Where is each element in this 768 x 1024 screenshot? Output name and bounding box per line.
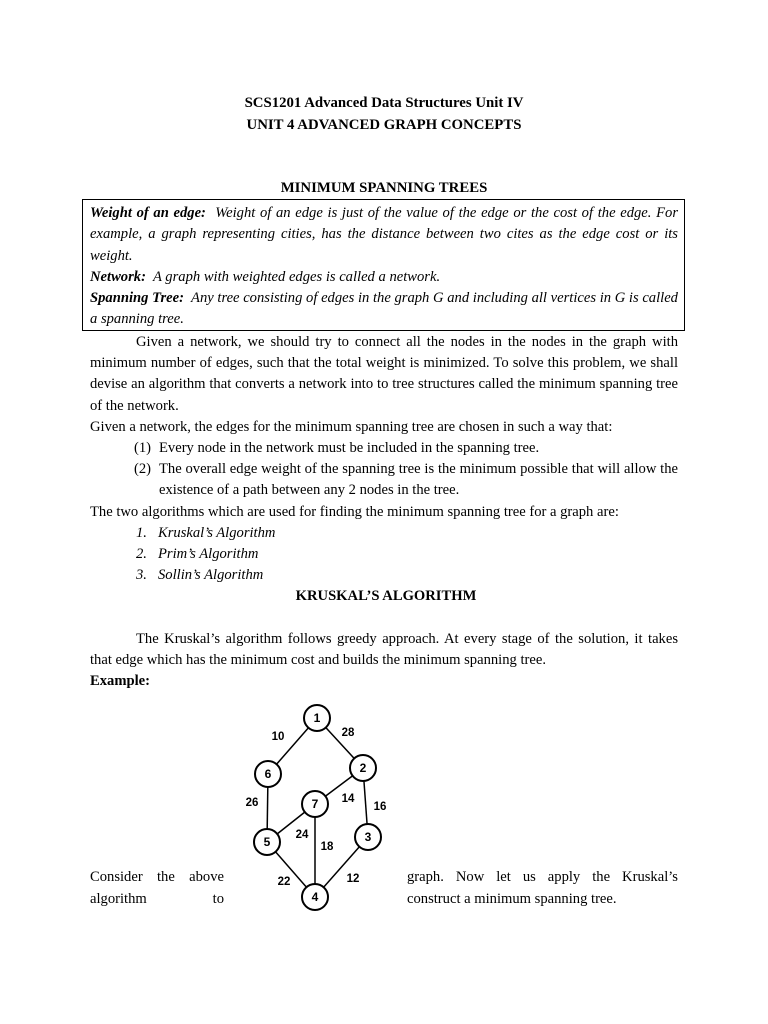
caption-line — [90, 867, 224, 889]
caption-word: to — [212, 890, 224, 907]
caption-word: let — [496, 869, 511, 885]
list-number: 3. — [136, 567, 147, 584]
definition-text: Weight of an edge is just of the value of the edge or the cost of the edge. For example, a graph representing cities, has the distance between two cites as the edge cost or its weight. — [90, 205, 678, 264]
list-item — [134, 438, 678, 459]
graph-node-1 — [304, 705, 330, 731]
list-item-text: The overall edge weight of the spanning tree is the minimum possible that will allow the existence of a path between any 2 nodes in the tree. — [159, 461, 678, 499]
graph-figure — [238, 700, 398, 912]
node-label: 2 — [359, 761, 367, 775]
edge-weight-label: 26 — [245, 797, 259, 809]
graph-node-5 — [254, 829, 280, 855]
unit-title: UNIT 4 ADVANCED GRAPH CONCEPTS — [246, 117, 522, 133]
edge-weight-label: 28 — [341, 727, 355, 739]
definition-text: Any tree consisting of edges in the graph G and including all vertices in G is called a spanning tree. — [90, 290, 678, 328]
caption-line — [407, 867, 678, 889]
list-item — [136, 544, 678, 565]
caption-word: graph. — [407, 869, 444, 885]
node-label: 5 — [263, 835, 271, 849]
caption-line — [90, 889, 224, 911]
definition-network — [90, 267, 678, 288]
list-item — [136, 523, 678, 544]
node-label: 6 — [264, 767, 272, 781]
list-item-text: Prim’s Algorithm — [158, 546, 259, 563]
definition-text: A graph with weighted edges is called a network. — [153, 268, 441, 285]
caption-word: algorithm — [90, 890, 147, 907]
graph-node-7 — [302, 791, 328, 817]
section-title: MINIMUM SPANNING TREES — [280, 180, 488, 196]
caption-word: apply — [547, 869, 581, 885]
conditions-list — [90, 438, 678, 502]
spacer — [90, 608, 678, 629]
list-number: (2) — [134, 461, 152, 478]
definitions-box — [82, 199, 685, 331]
caption-line: construct a minimum spanning tree. — [407, 890, 617, 907]
graph-node-3 — [355, 824, 381, 850]
edge-weight-label: 22 — [277, 876, 291, 888]
caption-right-fragment — [407, 867, 678, 910]
graph-diagram — [238, 700, 398, 912]
list-number: 1. — [136, 524, 147, 541]
node-label: 1 — [313, 711, 321, 725]
body-text — [90, 332, 678, 692]
paragraph: The Kruskal’s algorithm follows greedy approach. At every stage of the solution, it takes that edge which has the minimum cost and builds the minimum spanning tree. — [90, 630, 678, 668]
graph-node-6 — [255, 761, 281, 787]
definition-term: Network: — [90, 268, 146, 285]
kruskal-heading: KRUSKAL’S ALGORITHM — [295, 588, 477, 605]
edge-weight-label: 18 — [320, 841, 334, 853]
node-label: 3 — [364, 830, 372, 844]
caption-word: above — [189, 869, 224, 885]
course-header: SCS1201 Advanced Data Structures Unit IV — [244, 95, 524, 111]
node-label: 7 — [311, 797, 319, 811]
caption-word: Kruskal’s — [622, 869, 678, 885]
edge-weight-label: 10 — [271, 731, 285, 743]
caption-word: us — [522, 869, 536, 885]
caption-word: Now — [455, 869, 485, 885]
definition-term: Spanning Tree: — [90, 290, 184, 307]
edge-weight-label: 12 — [346, 873, 360, 885]
list-item-text: Kruskal’s Algorithm — [158, 524, 276, 541]
caption-word: Consider — [90, 869, 143, 885]
list-item — [134, 459, 678, 501]
graph-node-4 — [302, 884, 328, 910]
paragraph: Given a network, we should try to connect all the nodes in the nodes in the graph with minimum number of edges, such that the total weight is minimized. To solve this problem, we shall devise an algorithm that converts a network into to tree structures called the minimum spanning tree of the network. — [90, 334, 678, 414]
definition-weight — [90, 203, 678, 267]
edge-weight-label: 24 — [295, 829, 309, 841]
edge-weight-label: 16 — [373, 801, 387, 813]
graph-node-2 — [350, 755, 376, 781]
list-number: (1) — [134, 440, 152, 457]
list-item — [136, 565, 678, 586]
definition-term: Weight of an edge: — [90, 205, 206, 221]
paragraph: The two algorithms which are used for finding the minimum spanning tree for a graph are: — [90, 503, 619, 520]
paragraph: Given a network, the edges for the minimum spanning tree are chosen in such a way that: — [90, 418, 613, 435]
example-label: Example: — [90, 673, 150, 690]
caption-left-fragment — [90, 867, 224, 910]
list-item-text: Every node in the network must be included in the spanning tree. — [159, 440, 540, 457]
list-item-text: Sollin’s Algorithm — [158, 567, 264, 584]
caption-word: the — [157, 869, 175, 885]
node-label: 4 — [311, 890, 319, 904]
definition-spanning-tree — [90, 288, 678, 331]
algorithms-list — [90, 523, 678, 587]
edge-weight-label: 14 — [341, 793, 355, 805]
caption-word: the — [592, 869, 611, 885]
list-number: 2. — [136, 546, 147, 563]
